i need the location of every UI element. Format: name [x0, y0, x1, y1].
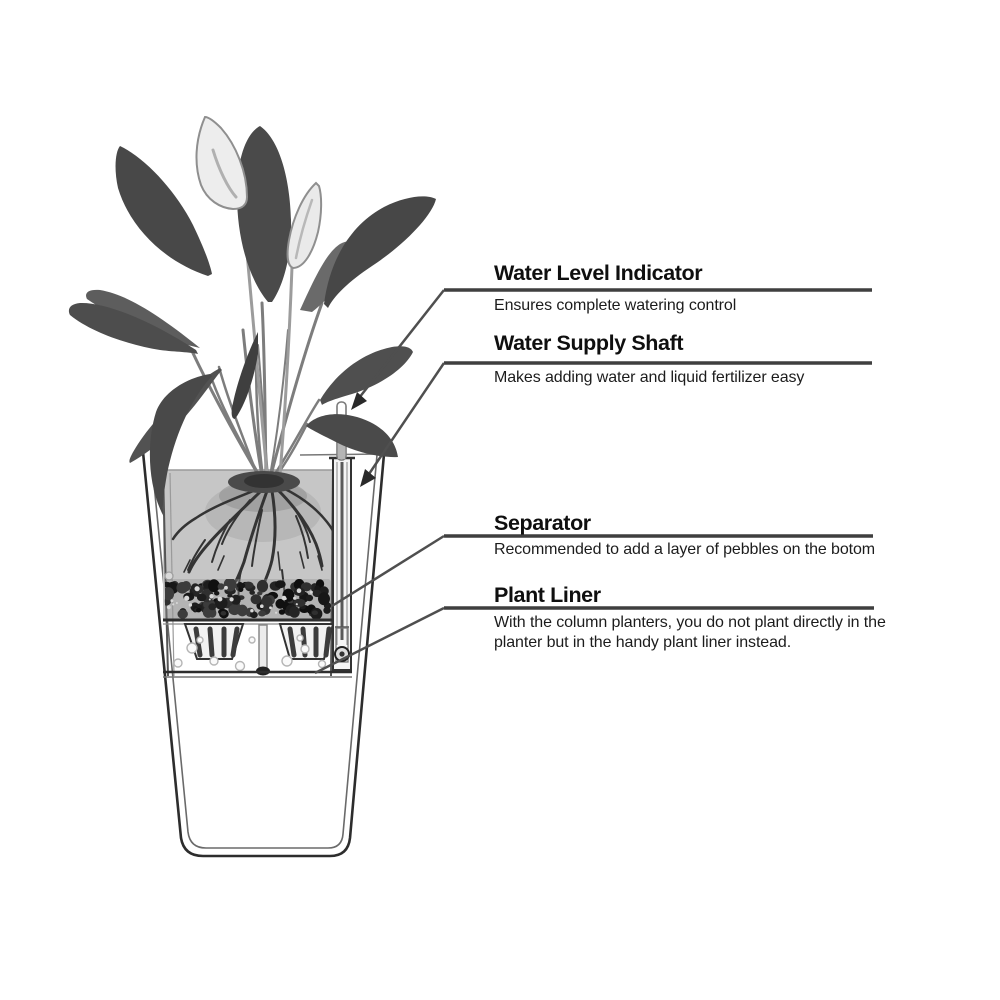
- drain-post: [259, 625, 267, 668]
- label-title-plant-liner: Plant Liner: [494, 583, 601, 607]
- plant-liner-baskets: [185, 624, 333, 676]
- arrow-to-indicator: [351, 392, 367, 410]
- label-desc-separator: Recommended to add a layer of pebbles on the botom: [494, 541, 876, 558]
- label-desc-water-level-indicator: Ensures complete watering control: [494, 297, 737, 314]
- pebble-layer: [162, 578, 331, 620]
- label-desc-plant-liner: With the column planters, you do not plant directly in the planter but in the handy plant liner instead.: [494, 614, 886, 651]
- label-desc-water-supply-shaft: Makes adding water and liquid fertilizer easy: [494, 369, 805, 386]
- leaf-mid-right: [320, 346, 413, 405]
- leaf-upper-right: [324, 196, 436, 308]
- label-title-separator: Separator: [494, 511, 591, 535]
- label-title-water-level-indicator: Water Level Indicator: [494, 261, 703, 285]
- spathe-flower-left: [196, 117, 247, 209]
- leaf-top-center: [237, 126, 291, 302]
- water-supply-shaft-tube: [329, 458, 355, 670]
- label-title-water-supply-shaft: Water Supply Shaft: [494, 331, 684, 355]
- plant-liner-bottom: [163, 672, 352, 677]
